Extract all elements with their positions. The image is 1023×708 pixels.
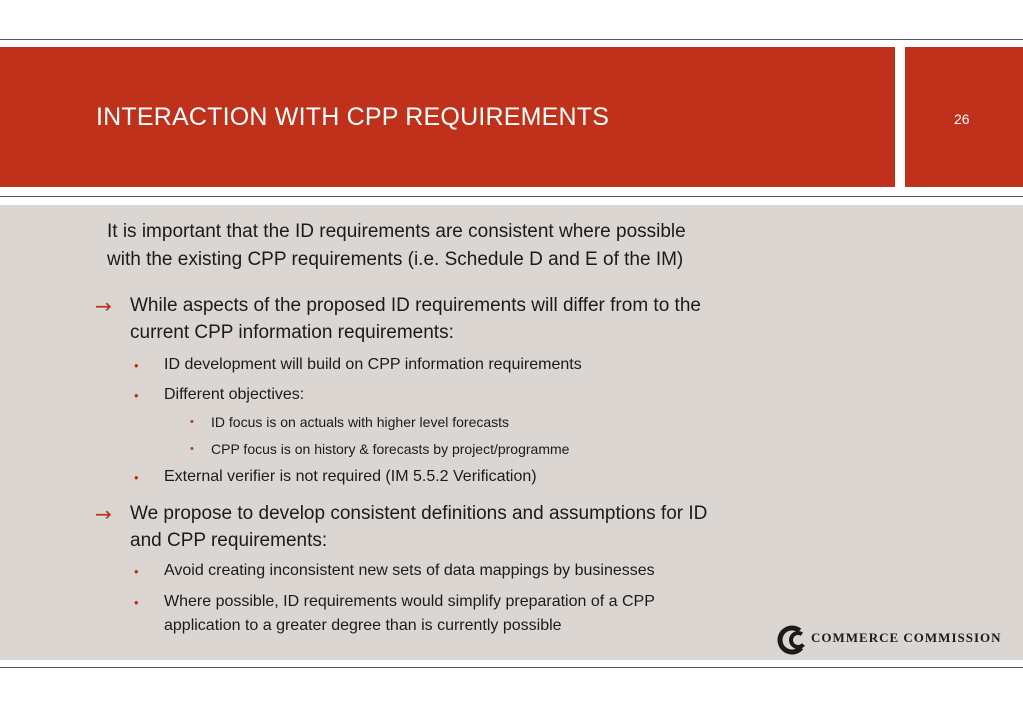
point-1-sub-2-b: CPP focus is on history & forecasts by project/programme [211,441,570,457]
point-2-sub-1: Avoid creating inconsistent new sets of data mappings by businesses [164,562,655,579]
point-1-sub-1: ID development will build on CPP information requirements [164,356,582,373]
point-1-line-2: current CPP information requirements: [130,322,454,343]
bullet-icon: • [190,443,194,455]
intro-line-2: with the existing CPP requirements (i.e. Schedule D and E of the IM) [107,249,684,270]
bullet-icon: • [190,416,194,428]
arrow-bullet-icon: → [95,502,112,526]
point-1-line-1: While aspects of the proposed ID requirements will differ from to the [130,295,701,316]
point-2-sub-2-line-2: application to a greater degree than is currently possible [164,617,562,634]
bullet-icon: • [134,564,139,579]
point-2-line-1: We propose to develop consistent definitions and assumptions for ID [130,503,708,524]
point-1-sub-2: Different objectives: [164,386,305,403]
top-rule [0,39,1023,40]
organisation-name: COMMERCE COMMISSION [811,630,1002,645]
point-1-sub-2-a: ID focus is on actuals with higher level forecasts [211,414,510,430]
point-1-sub-3: External verifier is not required (IM 5.5.2 Verification) [164,468,537,485]
bottom-rule [0,667,1023,668]
intro-line-1: It is important that the ID requirements are consistent where possible [107,221,686,242]
bullet-icon: • [134,470,139,485]
bullet-icon: • [134,358,139,373]
bullet-icon: • [134,595,139,610]
point-2-sub-2-line-1: Where possible, ID requirements would simplify preparation of a CPP [164,593,655,610]
commerce-commission-logo-icon [777,623,811,657]
slide-number: 26 [954,111,970,127]
arrow-bullet-icon: → [95,294,112,318]
point-2-line-2: and CPP requirements: [130,530,328,551]
upper-divider [0,196,1023,197]
bullet-icon: • [134,388,139,403]
slide-title: INTERACTION WITH CPP REQUIREMENTS [96,103,610,131]
content-panel [0,205,1023,660]
